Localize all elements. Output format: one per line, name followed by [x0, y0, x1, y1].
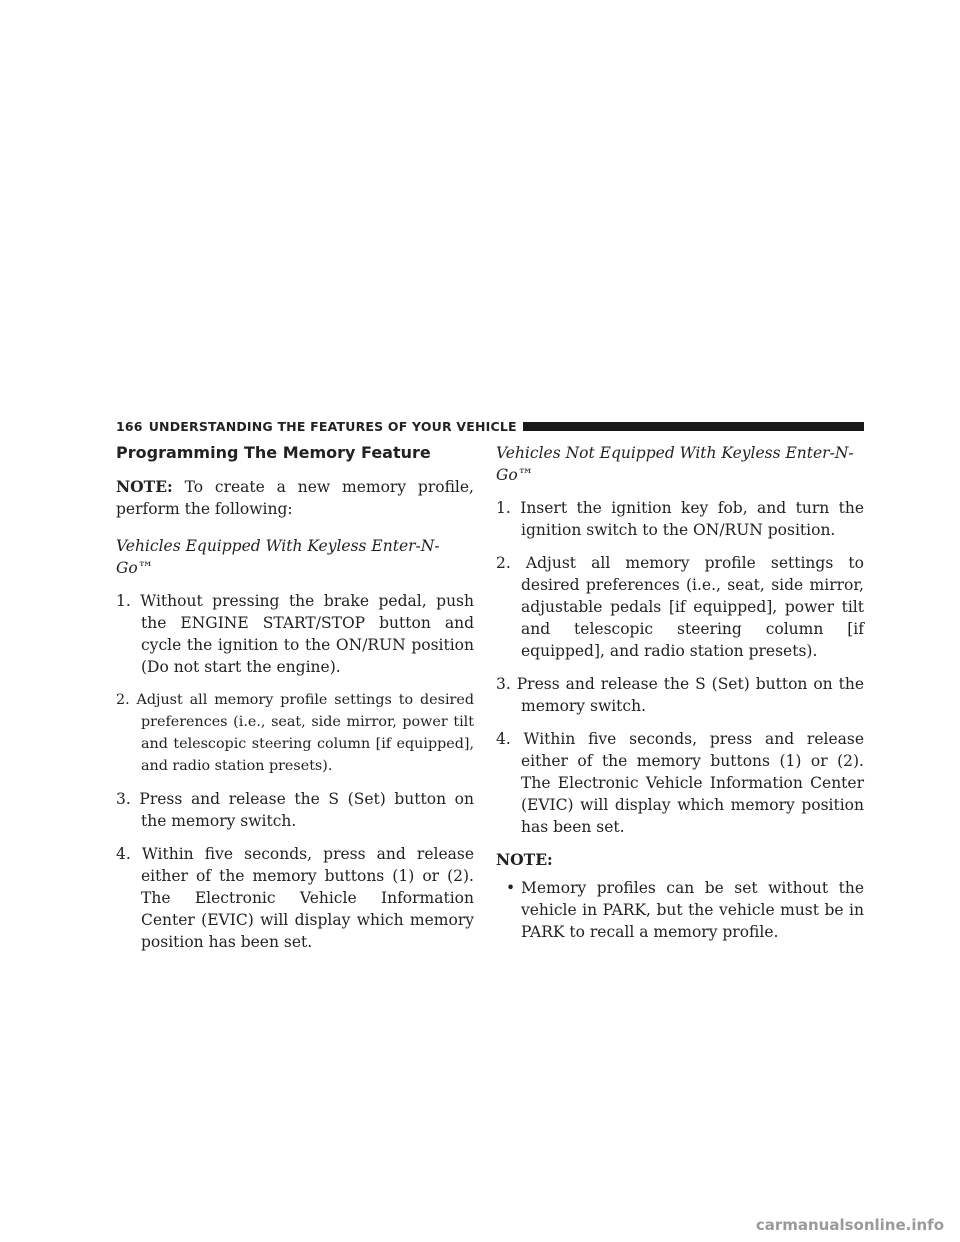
intro-note	[116, 476, 474, 520]
note-text: To create a new memory profile, perform the following:	[116, 478, 474, 518]
steps-keyless	[116, 590, 474, 953]
step-item: 2. Adjust all memory profile settings to desired preferences (i.e., seat, side mirror, adjustable pedals [if equipped], power tilt and telescopic steering column [if equipped], and radio station presets).	[496, 554, 864, 660]
page-number: 166	[116, 418, 143, 434]
note-label-2: NOTE:	[496, 850, 553, 869]
bullet-icon: •	[506, 879, 516, 897]
page-header	[116, 418, 864, 434]
left-column	[116, 440, 474, 964]
section-title: UNDERSTANDING THE FEATURES OF YOUR VEHICLE	[148, 418, 517, 434]
step-item: 4. Within five seconds, press and release either of the memory buttons (1) or (2). The Electronic Vehicle Information Center (EVIC) will display which memory position has been set.	[116, 845, 474, 951]
step-item: 3. Press and release the S (Set) button on the memory switch.	[496, 675, 864, 715]
note-label: NOTE:	[116, 477, 173, 496]
watermark: carmanualsonline.info	[755, 1216, 944, 1234]
step-item: 1. Without pressing the brake pedal, push the ENGINE START/STOP button and cycle the ignition to the ON/RUN position (Do not start the engine).	[116, 592, 474, 676]
step-item: 4. Within five seconds, press and release either of the memory buttons (1) or (2). The Electronic Vehicle Information Center (EVIC) will display which memory position has been set.	[496, 730, 864, 836]
subheading-keyless: Vehicles Equipped With Keyless Enter-N-Go™	[116, 537, 440, 577]
right-column	[496, 440, 864, 943]
step-item: 2. Adjust all memory profile settings to desired preferences (i.e., seat, side mirror, power tilt and telescopic steering column [if equipped], and radio station presets).	[116, 692, 474, 774]
step-item: 1. Insert the ignition key fob, and turn the ignition switch to the ON/RUN position.	[496, 499, 864, 539]
note-bullets	[496, 877, 864, 943]
bullet-text: Memory profiles can be set without the vehicle in PARK, but the vehicle must be in PARK to recall a memory profile.	[521, 879, 864, 941]
steps-not-keyless	[496, 497, 864, 838]
section-heading: Programming The Memory Feature	[116, 443, 431, 462]
subheading-not-keyless: Vehicles Not Equipped With Keyless Enter-N-Go™	[496, 444, 854, 484]
step-item: 3. Press and release the S (Set) button on the memory switch.	[116, 790, 474, 830]
bullet-item	[496, 877, 864, 943]
header-rule	[523, 422, 864, 431]
